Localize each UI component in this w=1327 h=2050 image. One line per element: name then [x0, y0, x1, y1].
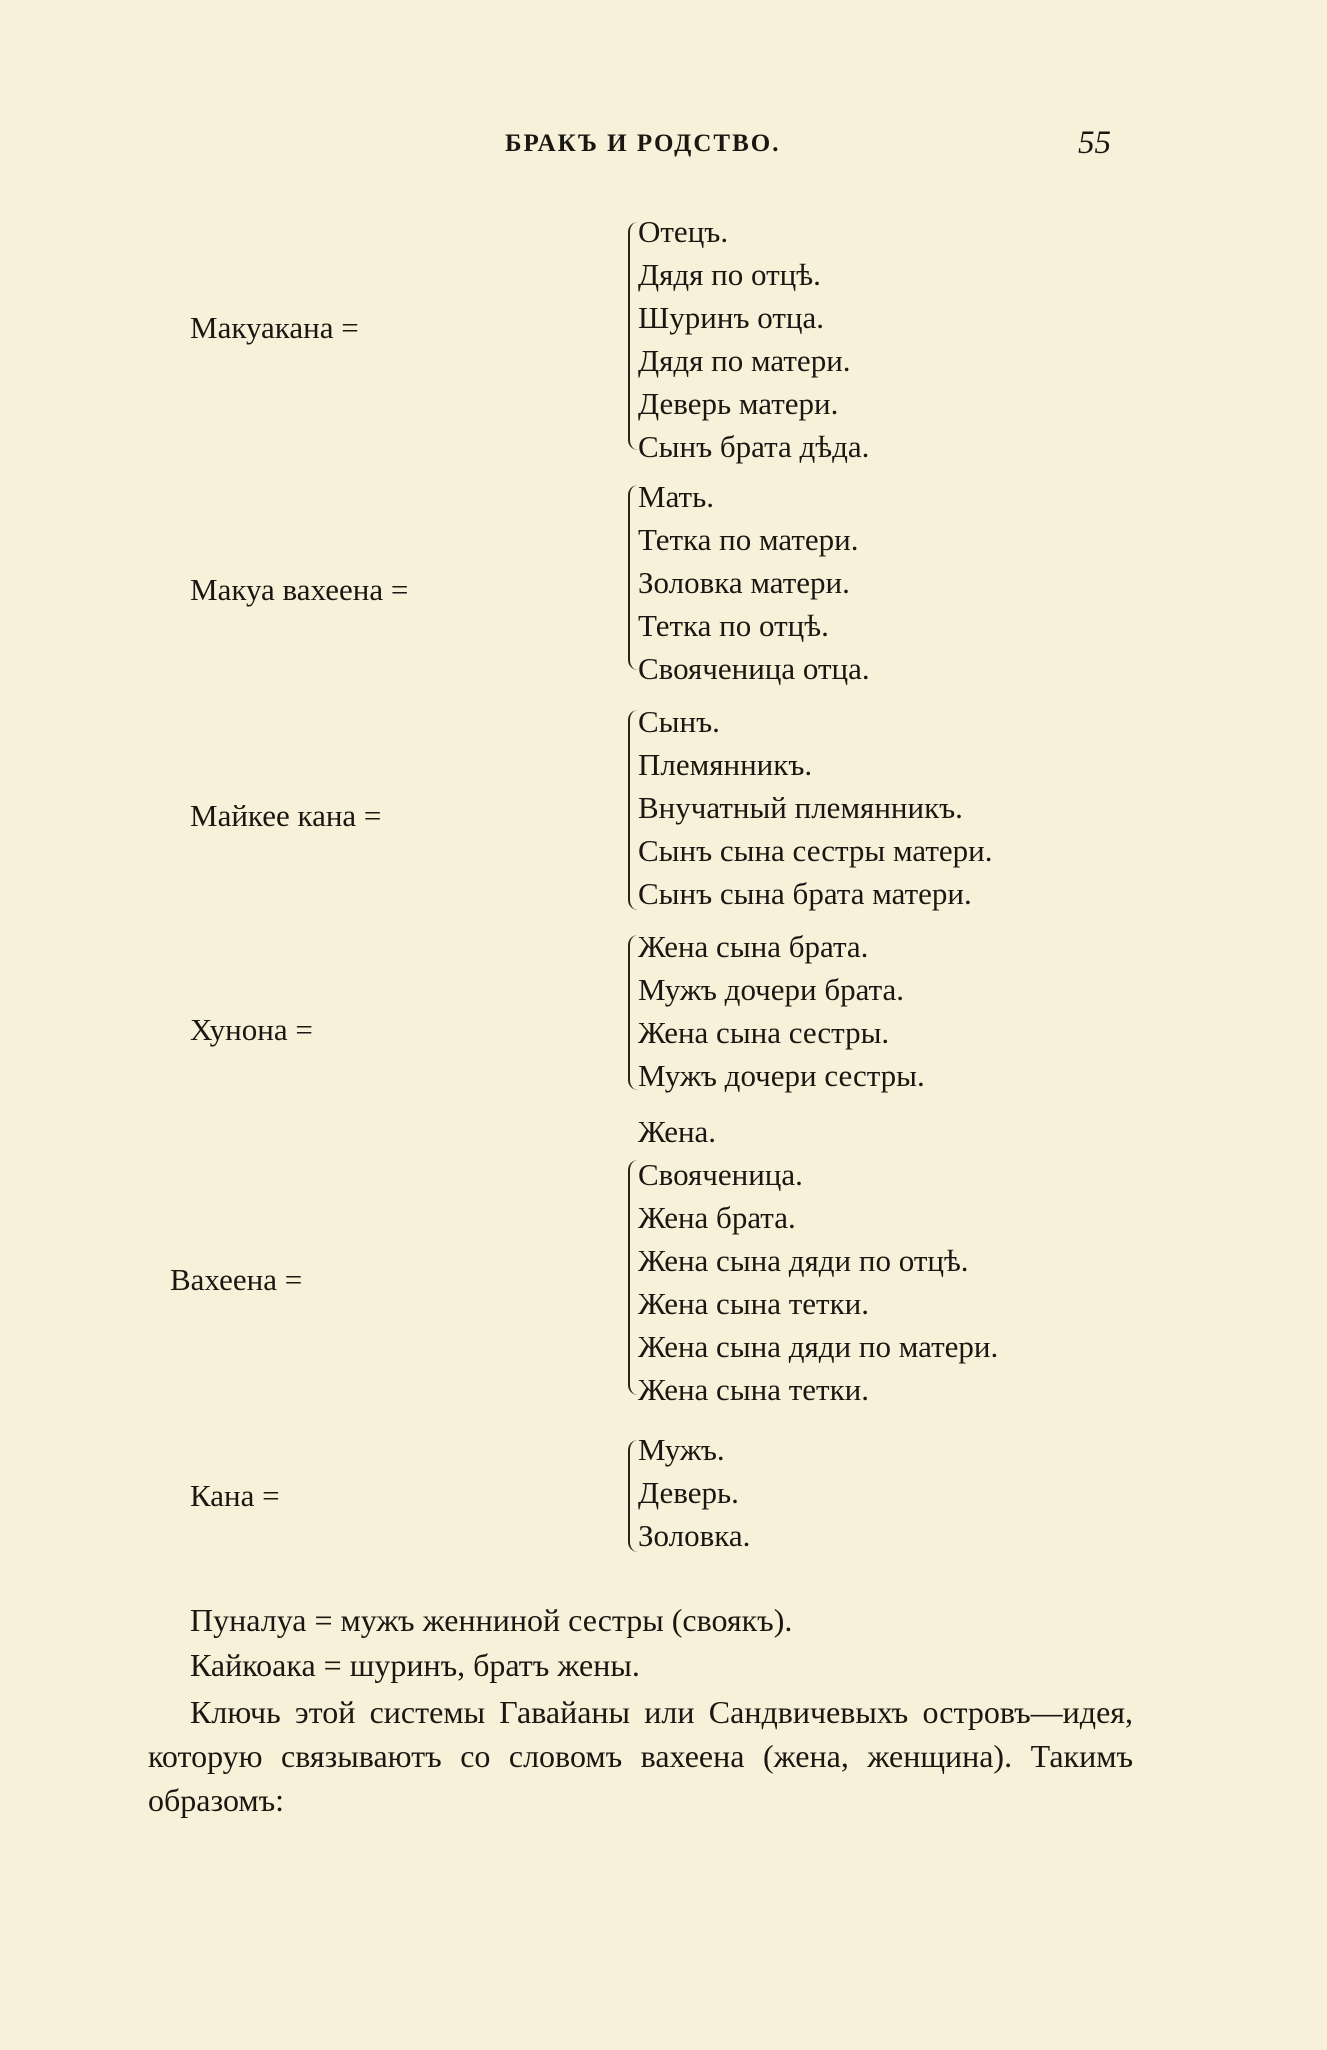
- kinship-term: Кана =: [190, 1478, 280, 1513]
- brace: [628, 485, 638, 670]
- meaning-item: Тетка по отцѣ.: [638, 608, 829, 643]
- meaning-item: Мужъ дочери брата.: [638, 972, 904, 1007]
- definition-line: Кайкоака = шуринъ, братъ жены.: [190, 1647, 640, 1683]
- meaning-list: [638, 700, 993, 915]
- meaning-item: Жена сына тетки.: [638, 1286, 870, 1321]
- meaning-item: Свояченица отца.: [638, 651, 870, 686]
- meaning-list: [638, 210, 869, 468]
- kinship-term: Вахеена =: [170, 1262, 303, 1297]
- meaning-item: Мужъ дочери сестры.: [638, 1058, 925, 1093]
- meaning-item: Мать.: [638, 479, 714, 514]
- kinship-term: Майкее кана =: [190, 798, 382, 833]
- brace: [628, 222, 638, 450]
- meaning-item: Сынъ сына брата матери.: [638, 876, 972, 911]
- meaning-item: Племянникъ.: [638, 747, 813, 782]
- meaning-item: Жена сына сестры.: [638, 1015, 890, 1050]
- brace: [628, 1440, 638, 1552]
- meaning-item: Дядя по отцѣ.: [638, 257, 821, 292]
- meaning-item: Шуринъ отца.: [638, 300, 824, 335]
- meaning-item: Мужъ.: [638, 1432, 725, 1467]
- meaning-item: Сынъ брата дѣда.: [638, 429, 870, 464]
- definition-line: Пуналуа = мужъ женниной сестры (своякъ).: [190, 1602, 793, 1638]
- meaning-item: Свояченица.: [638, 1157, 803, 1192]
- meaning-item: Жена сына тетки.: [638, 1372, 870, 1407]
- meaning-item: Сынъ сына сестры матери.: [638, 833, 993, 868]
- meaning-item: Сынъ.: [638, 704, 720, 739]
- brace: [628, 935, 638, 1090]
- body-paragraph: Ключь этой системы Гавайаны или Сандвичевыхъ островъ—идея, которую связываютъ со словомъ вахеена (жена, женщина). Такимъ образомъ:: [148, 1694, 1133, 1818]
- meaning-item: Дядя по матери.: [638, 343, 851, 378]
- meaning-list: [638, 1428, 750, 1557]
- meaning-list: [638, 475, 870, 690]
- meaning-item: Жена сына брата.: [638, 929, 869, 964]
- meaning-item: Золовка.: [638, 1518, 751, 1553]
- meaning-item: Отецъ.: [638, 214, 729, 249]
- meaning-item: Деверь.: [638, 1475, 739, 1510]
- page-number: 55: [1078, 125, 1111, 161]
- kinship-term: Макуакана =: [190, 310, 359, 345]
- meaning-list: [638, 925, 925, 1097]
- meaning-item: Золовка матери.: [638, 565, 850, 600]
- meaning-item: Тетка по матери.: [638, 522, 859, 557]
- brace: [628, 710, 638, 910]
- brace: [628, 1160, 638, 1395]
- meaning-item: Жена сына дяди по отцѣ.: [638, 1243, 969, 1278]
- meaning-item: Жена сына дяди по матери.: [638, 1329, 999, 1364]
- meaning-item: Внучатный племянникъ.: [638, 790, 963, 825]
- meaning-list: [638, 1110, 998, 1411]
- meaning-item: Деверь матери.: [638, 386, 839, 421]
- meaning-item: Жена брата.: [638, 1200, 796, 1235]
- kinship-term: Макуа вахеена =: [190, 572, 409, 607]
- running-head: БРАКЪ И РОДСТВО.: [505, 130, 781, 157]
- kinship-term: Хунона =: [190, 1012, 313, 1047]
- meaning-item: Жена.: [638, 1114, 717, 1149]
